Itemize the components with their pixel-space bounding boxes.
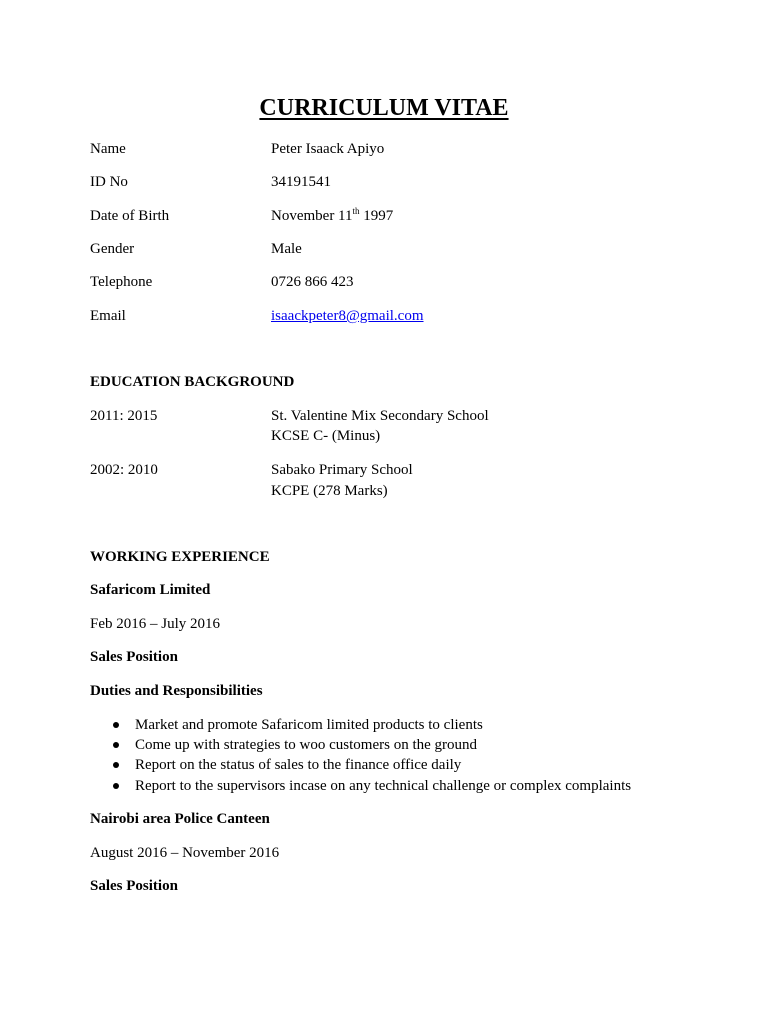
dob-day: November 11 xyxy=(271,208,353,224)
dob-value xyxy=(271,206,393,226)
id-label: ID No xyxy=(90,174,128,190)
job-position: Sales Position xyxy=(90,878,178,894)
bullet-icon xyxy=(113,722,119,728)
education-result: KCSE C- (Minus) xyxy=(271,428,381,444)
education-period: 2011: 2015 xyxy=(90,408,158,424)
education-result: KCPE (278 Marks) xyxy=(271,483,388,499)
experience-heading: WORKING EXPERIENCE xyxy=(90,549,270,565)
duty-item: Report on the status of sales to the finance office daily xyxy=(135,757,462,773)
dob-ordinal: th xyxy=(352,206,360,216)
duty-item: Come up with strategies to woo customers on the ground xyxy=(135,737,478,753)
name-label: Name xyxy=(90,141,126,157)
email-link[interactable]: isaackpeter8@gmail.com xyxy=(271,308,424,324)
gender-value: Male xyxy=(271,241,302,257)
dob-label: Date of Birth xyxy=(90,208,170,224)
bullet-icon xyxy=(113,742,119,748)
telephone-label: Telephone xyxy=(90,274,153,290)
education-period: 2002: 2010 xyxy=(90,462,158,478)
education-heading: EDUCATION BACKGROUND xyxy=(90,374,295,390)
job-position: Sales Position xyxy=(90,649,178,665)
bullet-icon xyxy=(113,762,119,768)
dob-year: 1997 xyxy=(359,208,394,224)
job-period: Feb 2016 – July 2016 xyxy=(90,616,221,632)
duty-item: Market and promote Safaricom limited products to clients xyxy=(135,717,483,733)
gender-label: Gender xyxy=(90,241,135,257)
id-value: 34191541 xyxy=(271,174,331,190)
telephone-value: 0726 866 423 xyxy=(271,274,354,290)
duties-heading: Duties and Responsibilities xyxy=(90,683,263,699)
document-title: CURRICULUM VITAE xyxy=(259,95,509,121)
name-value: Peter Isaack Apiyo xyxy=(271,141,385,157)
bullet-icon xyxy=(113,783,119,789)
job-company: Nairobi area Police Canteen xyxy=(90,811,270,827)
duty-item: Report to the supervisors incase on any technical challenge or complex complaints xyxy=(135,778,632,794)
education-school: St. Valentine Mix Secondary School xyxy=(271,408,489,424)
education-school: Sabako Primary School xyxy=(271,462,413,478)
job-company: Safaricom Limited xyxy=(90,582,211,598)
job-period: August 2016 – November 2016 xyxy=(90,845,280,861)
email-label: Email xyxy=(90,308,126,324)
